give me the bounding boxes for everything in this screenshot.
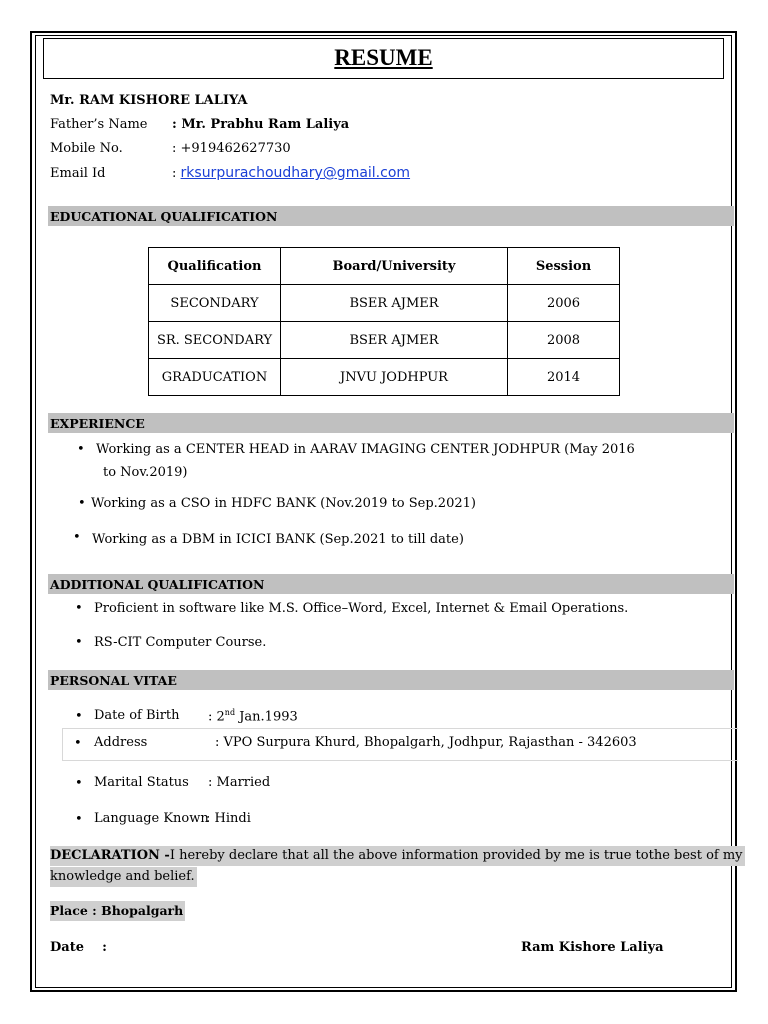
- table-row: [149, 322, 620, 359]
- table-cell: SECONDARY: [149, 285, 281, 322]
- dob-suffix: nd: [224, 708, 236, 717]
- table-cell: SR. SECONDARY: [149, 322, 281, 359]
- email-prefix: :: [172, 166, 177, 181]
- bullet-icon: •: [75, 601, 83, 616]
- dob-rest: Jan.1993: [235, 709, 298, 725]
- dob-prefix: : 2: [208, 709, 225, 725]
- title-box: [43, 38, 724, 79]
- signature-name: Ram Kishore Laliya: [521, 940, 664, 955]
- bullet-icon: •: [74, 736, 82, 751]
- col-header-session: Session: [508, 248, 620, 285]
- additional-item-2: RS-CIT Computer Course.: [94, 635, 267, 650]
- education-heading: EDUCATIONAL QUALIFICATION: [50, 209, 278, 224]
- father-label: Father’s Name: [50, 117, 148, 132]
- email-row: [172, 165, 410, 181]
- experience-item-1-cont: to Nov.2019): [103, 465, 188, 480]
- table-row: [149, 285, 620, 322]
- col-header-qualification: Qualification: [149, 248, 281, 285]
- table-cell: GRADUCATION: [149, 359, 281, 396]
- address-label: Address: [94, 735, 148, 750]
- table-cell: 2014: [508, 359, 620, 396]
- bullet-icon: •: [75, 709, 83, 724]
- bullet-icon: •: [77, 442, 85, 457]
- declaration-line-2: [50, 869, 197, 884]
- dob-label: Date of Birth: [94, 708, 180, 723]
- declaration-label: DECLARATION -: [50, 848, 170, 863]
- table-cell: JNVU JODHPUR: [281, 359, 508, 396]
- father-value: : Mr. Prabhu Ram Laliya: [172, 117, 350, 132]
- experience-item-1: Working as a CENTER HEAD in AARAV IMAGING CENTER JODHPUR (May 2016: [96, 442, 635, 457]
- table-cell: BSER AJMER: [281, 322, 508, 359]
- mobile-label: Mobile No.: [50, 141, 123, 156]
- candidate-name: Mr. RAM KISHORE LALIYA: [50, 93, 248, 108]
- table-cell: BSER AJMER: [281, 285, 508, 322]
- additional-item-1: Proficient in software like M.S. Office–Word, Excel, Internet & Email Operations.: [94, 601, 629, 616]
- bullet-icon: •: [73, 530, 81, 545]
- table-cell: 2006: [508, 285, 620, 322]
- additional-heading-band: [48, 574, 734, 594]
- resume-title: RESUME: [334, 45, 433, 70]
- date-label: Date :: [50, 940, 107, 955]
- dob-value: [208, 708, 298, 724]
- language-value: : Hindi: [206, 811, 251, 826]
- bullet-icon: •: [75, 635, 83, 650]
- table-row: [149, 359, 620, 396]
- address-value: : VPO Surpura Khurd, Bhopalgarh, Jodhpur, Rajasthan - 342603: [215, 735, 637, 750]
- education-heading-band: [48, 206, 734, 226]
- col-header-board: Board/University: [281, 248, 508, 285]
- declaration-line-1: [50, 848, 745, 863]
- experience-heading: EXPERIENCE: [50, 416, 145, 431]
- email-link[interactable]: rksurpurachoudhary@gmail.com: [180, 165, 411, 181]
- bullet-icon: •: [78, 496, 86, 511]
- bullet-icon: •: [75, 776, 83, 791]
- table-header-row: [149, 248, 620, 285]
- place: Place : Bhopalgarh: [50, 901, 185, 921]
- language-label: Language Known: [94, 811, 209, 826]
- education-table: [148, 247, 620, 396]
- experience-heading-band: [48, 413, 734, 433]
- personal-heading: PERSONAL VITAE: [50, 673, 177, 688]
- experience-item-2: Working as a CSO in HDFC BANK (Nov.2019 to Sep.2021): [91, 496, 476, 511]
- additional-heading: ADDITIONAL QUALIFICATION: [50, 577, 265, 592]
- place-line: [50, 903, 185, 919]
- table-cell: 2008: [508, 322, 620, 359]
- marital-value: : Married: [208, 775, 271, 790]
- marital-label: Marital Status: [94, 775, 189, 790]
- declaration-text-1: I hereby declare that all the above information provided by me is true tothe best of my: [169, 848, 743, 863]
- personal-heading-band: [48, 670, 734, 690]
- bullet-icon: •: [75, 812, 83, 827]
- mobile-value: : +919462627730: [172, 141, 291, 156]
- experience-item-3: Working as a DBM in ICICI BANK (Sep.2021 to till date): [92, 532, 464, 547]
- email-label: Email Id: [50, 166, 106, 181]
- declaration-text-2: knowledge and belief.: [50, 867, 197, 887]
